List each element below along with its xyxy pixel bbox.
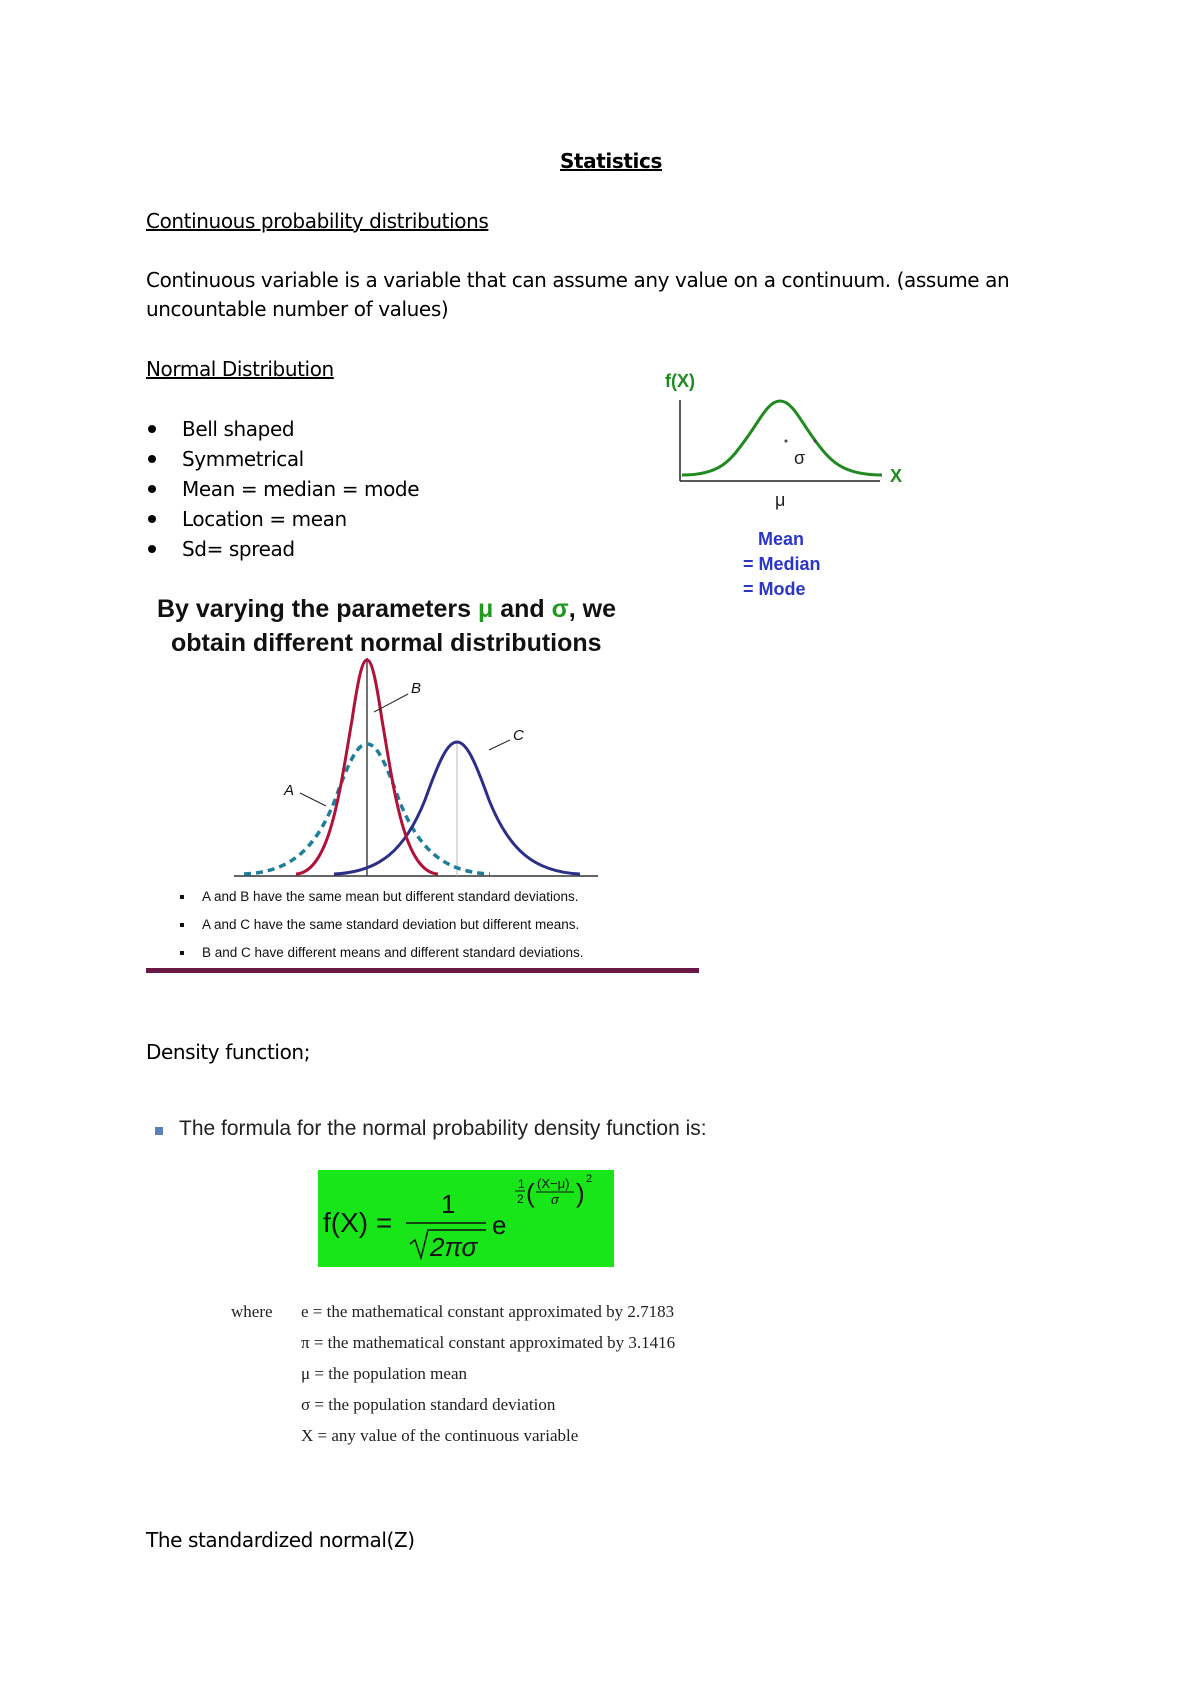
bullet-icon xyxy=(148,455,156,463)
exp-prefix-num: 1 xyxy=(518,1177,525,1191)
list-item: Sd= spread xyxy=(146,534,419,564)
list-item: Symmetrical xyxy=(146,444,419,474)
properties-list xyxy=(146,414,419,564)
mode-label: = Mode xyxy=(743,579,806,599)
figure-bottom-rule xyxy=(146,968,699,973)
pdf-formula xyxy=(318,1170,614,1267)
median-label: = Median xyxy=(743,554,821,574)
exp-frac-den: σ xyxy=(551,1192,559,1207)
section-heading: Continuous probability distributions xyxy=(146,209,489,233)
where-item: σ = the population standard deviation xyxy=(301,1395,556,1414)
sigma-marker xyxy=(814,440,817,443)
note-2: A and C have the same standard deviation but different means. xyxy=(202,917,580,932)
note-bullet-icon xyxy=(180,895,184,899)
formula-numerator: 1 xyxy=(441,1189,456,1219)
pdf-intro: The formula for the normal probability density function is: xyxy=(179,1117,707,1140)
density-heading: Density function; xyxy=(146,1040,311,1064)
bell-curve xyxy=(682,401,882,475)
where-item: e = the mathematical constant approximated by 2.7183 xyxy=(301,1302,675,1321)
varying-parameters-figure xyxy=(140,590,710,980)
square-bullet-icon xyxy=(155,1127,163,1135)
intro-line-2: uncountable number of values) xyxy=(146,297,449,321)
list-item: Mean = median = mode xyxy=(146,474,419,504)
where-item: X = any value of the continuous variable xyxy=(301,1426,579,1445)
note-3: B and C have different means and different standard deviations. xyxy=(202,945,584,960)
exp-frac-num: (X−μ) xyxy=(537,1176,570,1191)
y-axis-label: f(X) xyxy=(665,371,695,391)
x-axis-label: X xyxy=(890,466,903,486)
curve-label-a: A xyxy=(284,782,295,799)
normal-distribution-heading: Normal Distribution xyxy=(146,357,334,381)
sigma-label: σ xyxy=(794,448,806,468)
sigma-marker xyxy=(785,440,788,443)
formula-base: e xyxy=(492,1210,507,1240)
curve-label-b: B xyxy=(411,680,422,697)
exp-power: 2 xyxy=(586,1173,593,1185)
bullet-icon xyxy=(148,515,156,523)
list-item: Bell shaped xyxy=(146,414,419,444)
bullet-icon xyxy=(148,545,156,553)
formula-denominator: 2πσ xyxy=(430,1232,478,1262)
where-label: where xyxy=(231,1302,273,1321)
page-title: Statistics xyxy=(560,149,662,173)
bell-curve-figure xyxy=(650,365,930,610)
note-bullet-icon xyxy=(180,951,184,955)
note-1: A and B have the same mean but different standard deviations. xyxy=(202,889,579,904)
mu-label: μ xyxy=(775,490,786,510)
exp-open-paren: ( xyxy=(526,1178,535,1208)
where-item: μ = the population mean xyxy=(301,1364,467,1383)
where-item: π = the mathematical constant approximated by 3.1416 xyxy=(301,1333,676,1352)
curve-label-c: C xyxy=(513,727,524,744)
figure-title-line-1: By varying the parameters μ and σ, we xyxy=(157,595,616,623)
mean-label: Mean xyxy=(758,529,805,549)
list-item: Location = mean xyxy=(146,504,419,534)
figure-title-line-2: obtain different normal distributions xyxy=(171,629,602,657)
bullet-icon xyxy=(148,485,156,493)
exp-prefix-den: 2 xyxy=(517,1192,524,1206)
label-leader-a xyxy=(300,793,326,806)
formula-box xyxy=(318,1170,614,1267)
standardized-heading: The standardized normal(Z) xyxy=(146,1528,415,1552)
label-leader-c xyxy=(489,740,510,750)
bullet-icon xyxy=(148,425,156,433)
intro-line-1: Continuous variable is a variable that can assume any value on a continuum. (assume an xyxy=(146,268,1010,292)
exp-close-paren: ) xyxy=(576,1178,585,1208)
formula-lhs: f(X) = xyxy=(323,1207,393,1238)
note-bullet-icon xyxy=(180,923,184,927)
